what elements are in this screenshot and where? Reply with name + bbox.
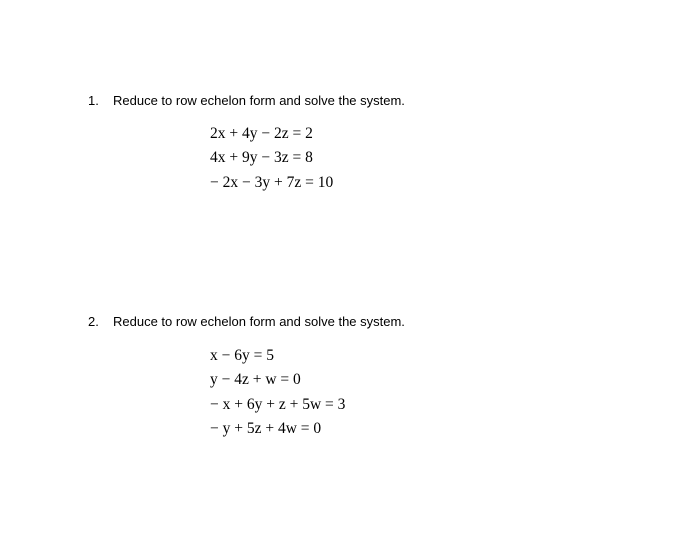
equation-2-2: y − 4z + w = 0 [210,371,301,389]
equation-1-2: 4x + 9y − 3z = 8 [210,149,313,167]
problem-1-number: 1. [88,93,99,108]
problem-1-text: Reduce to row echelon form and solve the system. [113,93,405,108]
problem-2-number: 2. [88,314,99,329]
problem-2-text: Reduce to row echelon form and solve the system. [113,314,405,329]
problem-2-prompt [88,314,405,330]
equation-2-1: x − 6y = 5 [210,347,274,364]
problem-2-equations [210,344,345,441]
equation-2-4: − y + 5z + 4w = 0 [210,419,322,437]
equation-2-3: − x + 6y + z + 5w = 3 [210,395,346,413]
equation-1-3: − 2x − 3y + 7z = 10 [210,173,334,191]
problem-1-equations [210,122,333,195]
equation-1-1: 2x + 4y − 2z = 2 [210,125,313,142]
problem-1-prompt [88,93,405,109]
